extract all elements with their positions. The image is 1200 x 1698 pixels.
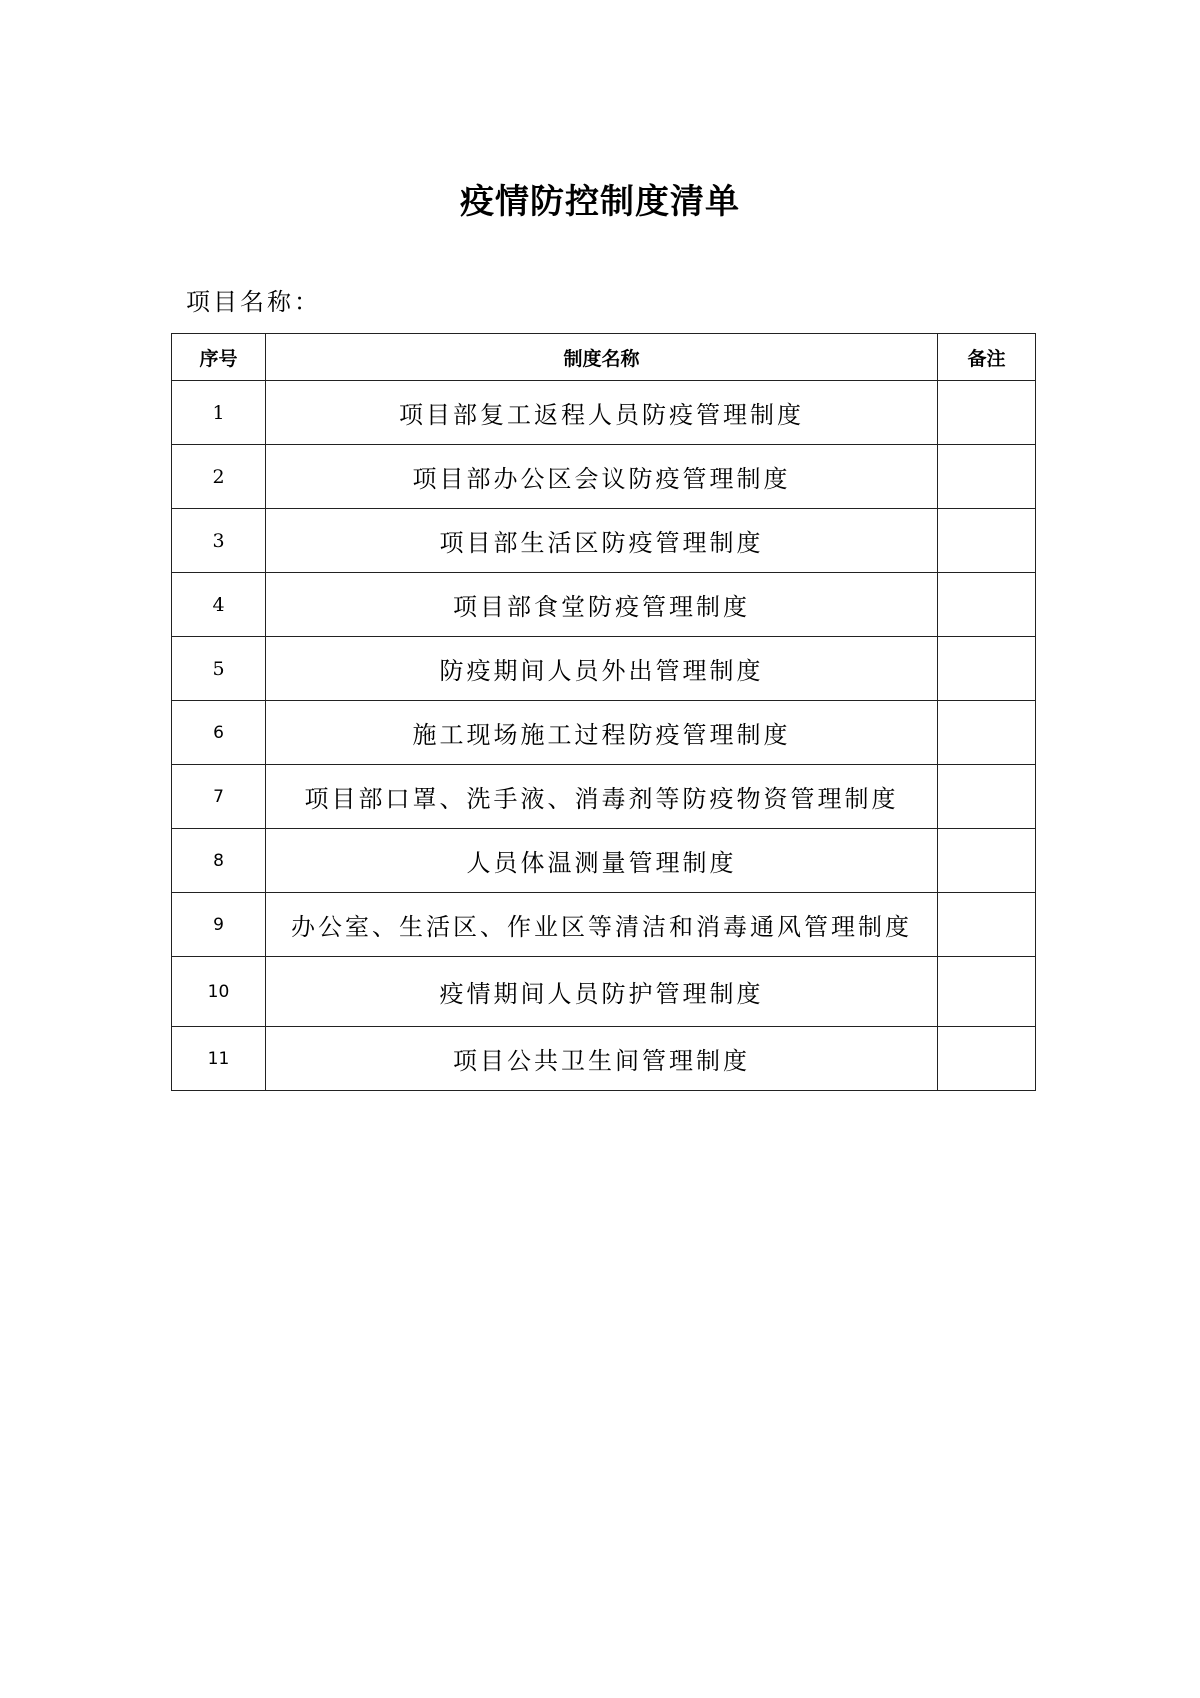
row-system-name: 项目部口罩、洗手液、消毒剂等防疫物资管理制度 xyxy=(266,765,938,829)
row-serial-number: 6 xyxy=(172,701,266,765)
table-row xyxy=(172,829,1036,893)
row-remark xyxy=(938,957,1036,1027)
row-serial-number: 8 xyxy=(172,829,266,893)
table-header-row xyxy=(172,334,1036,381)
row-remark xyxy=(938,1027,1036,1091)
row-remark xyxy=(938,701,1036,765)
row-system-name: 项目部办公区会议防疫管理制度 xyxy=(266,445,938,509)
row-remark xyxy=(938,637,1036,701)
row-remark xyxy=(938,893,1036,957)
row-serial-number: 4 xyxy=(172,573,266,637)
row-remark xyxy=(938,765,1036,829)
project-name-label: 项目名称： xyxy=(186,288,321,316)
system-list-table xyxy=(171,333,1036,1091)
row-serial-number: 11 xyxy=(172,1027,266,1091)
header-system-name: 制度名称 xyxy=(266,334,938,381)
row-serial-number: 9 xyxy=(172,893,266,957)
row-serial-number: 7 xyxy=(172,765,266,829)
header-serial-number: 序号 xyxy=(172,334,266,381)
table-row xyxy=(172,509,1036,573)
table-row xyxy=(172,893,1036,957)
row-remark xyxy=(938,381,1036,445)
table-row xyxy=(172,701,1036,765)
row-system-name: 疫情期间人员防护管理制度 xyxy=(266,957,938,1027)
row-system-name: 项目部生活区防疫管理制度 xyxy=(266,509,938,573)
table-row xyxy=(172,445,1036,509)
row-system-name: 人员体温测量管理制度 xyxy=(266,829,938,893)
row-system-name: 项目部食堂防疫管理制度 xyxy=(266,573,938,637)
table-row xyxy=(172,1027,1036,1091)
row-serial-number: 10 xyxy=(172,957,266,1027)
table-row xyxy=(172,381,1036,445)
table-row xyxy=(172,573,1036,637)
row-remark xyxy=(938,573,1036,637)
row-remark xyxy=(938,445,1036,509)
row-system-name: 项目部复工返程人员防疫管理制度 xyxy=(266,381,938,445)
project-name-line xyxy=(186,282,325,317)
row-serial-number: 1 xyxy=(172,381,266,445)
header-remark: 备注 xyxy=(938,334,1036,381)
row-system-name: 防疫期间人员外出管理制度 xyxy=(266,637,938,701)
table-row xyxy=(172,637,1036,701)
table-row xyxy=(172,765,1036,829)
row-serial-number: 5 xyxy=(172,637,266,701)
row-system-name: 办公室、生活区、作业区等清洁和消毒通风管理制度 xyxy=(266,893,938,957)
document-title: 疫情防控制度清单 xyxy=(460,182,740,222)
row-serial-number: 3 xyxy=(172,509,266,573)
row-serial-number: 2 xyxy=(172,445,266,509)
row-remark xyxy=(938,509,1036,573)
row-system-name: 项目公共卫生间管理制度 xyxy=(266,1027,938,1091)
table-row xyxy=(172,957,1036,1027)
row-system-name: 施工现场施工过程防疫管理制度 xyxy=(266,701,938,765)
row-remark xyxy=(938,829,1036,893)
